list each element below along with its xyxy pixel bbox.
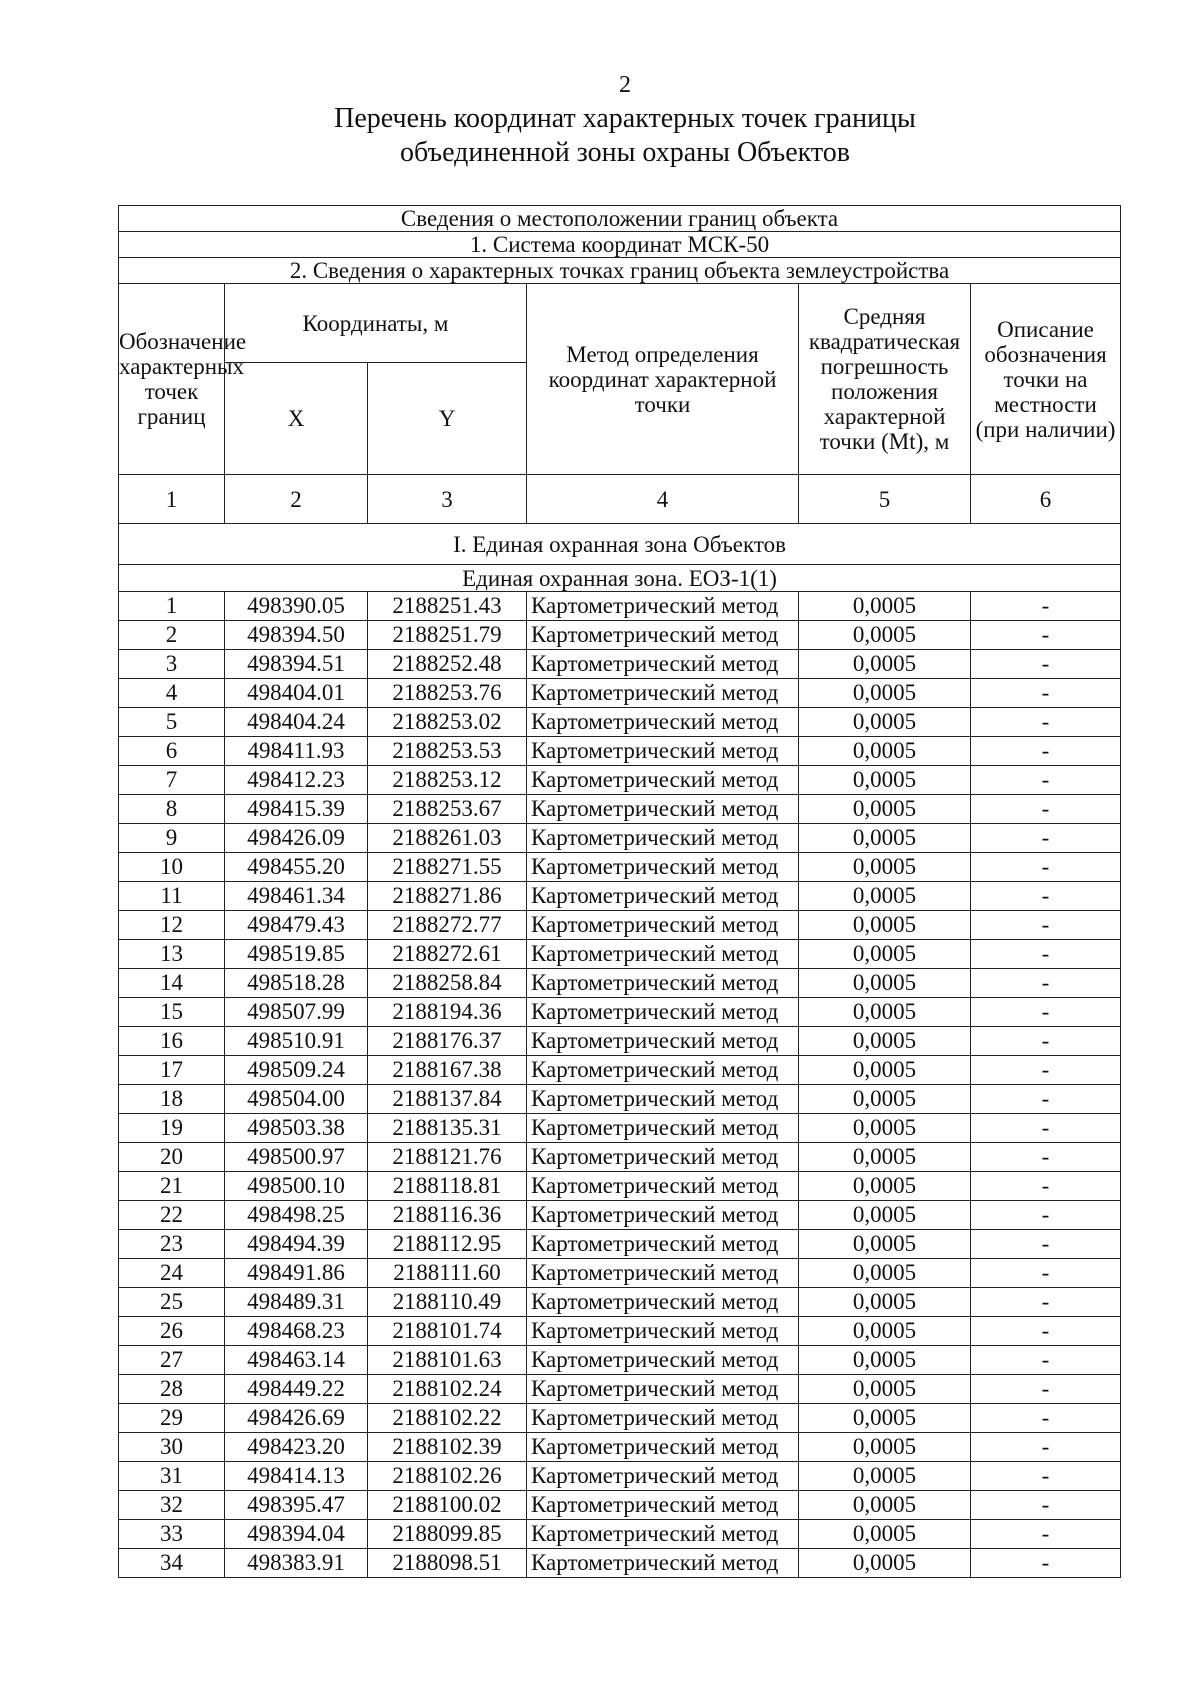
coord-y: 2188271.86 <box>368 882 527 911</box>
point-number: 6 <box>119 737 225 766</box>
error-mt: 0,0005 <box>799 1201 971 1230</box>
description: - <box>971 766 1121 795</box>
error-mt: 0,0005 <box>799 650 971 679</box>
description: - <box>971 1346 1121 1375</box>
coord-x: 498510.91 <box>225 1027 368 1056</box>
description: - <box>971 737 1121 766</box>
points-title: 2. Сведения о характерных точках границ объекта землеустройства <box>119 258 1121 284</box>
method: Картометрический метод <box>527 679 799 708</box>
table-row <box>119 882 1121 911</box>
coord-x: 498494.39 <box>225 1230 368 1259</box>
point-number: 15 <box>119 998 225 1027</box>
header-coordinates: Координаты, м <box>225 284 527 363</box>
table-row <box>119 1491 1121 1520</box>
point-number: 19 <box>119 1114 225 1143</box>
table-row <box>119 1085 1121 1114</box>
coord-y: 2188261.03 <box>368 824 527 853</box>
coord-y: 2188272.61 <box>368 940 527 969</box>
error-mt: 0,0005 <box>799 1114 971 1143</box>
description: - <box>971 940 1121 969</box>
method: Картометрический метод <box>527 1375 799 1404</box>
coord-y: 2188110.49 <box>368 1288 527 1317</box>
coord-x: 498518.28 <box>225 969 368 998</box>
error-mt: 0,0005 <box>799 824 971 853</box>
page-number: 2 <box>619 72 631 98</box>
coord-y: 2188102.24 <box>368 1375 527 1404</box>
description: - <box>971 1085 1121 1114</box>
method: Картометрический метод <box>527 1201 799 1230</box>
coord-y: 2188102.22 <box>368 1404 527 1433</box>
method: Картометрический метод <box>527 1143 799 1172</box>
point-number: 7 <box>119 766 225 795</box>
error-mt: 0,0005 <box>799 1172 971 1201</box>
point-number: 11 <box>119 882 225 911</box>
point-number: 4 <box>119 679 225 708</box>
point-number: 33 <box>119 1520 225 1549</box>
description: - <box>971 1433 1121 1462</box>
table-row <box>119 911 1121 940</box>
coord-y: 2188098.51 <box>368 1549 527 1578</box>
table-row <box>119 1027 1121 1056</box>
point-number: 20 <box>119 1143 225 1172</box>
coord-x: 498463.14 <box>225 1346 368 1375</box>
table-row <box>119 1462 1121 1491</box>
error-mt: 0,0005 <box>799 1404 971 1433</box>
method: Картометрический метод <box>527 1056 799 1085</box>
part-title: I. Единая охранная зона Объектов <box>119 524 1121 565</box>
table-row <box>119 940 1121 969</box>
column-number: 2 <box>225 475 368 524</box>
coord-x: 498423.20 <box>225 1433 368 1462</box>
description: - <box>971 1259 1121 1288</box>
column-number: 5 <box>799 475 971 524</box>
header-y: Y <box>368 363 527 475</box>
column-number: 1 <box>119 475 225 524</box>
point-number: 27 <box>119 1346 225 1375</box>
coord-y: 2188272.77 <box>368 911 527 940</box>
error-mt: 0,0005 <box>799 1317 971 1346</box>
error-mt: 0,0005 <box>799 679 971 708</box>
coord-y: 2188253.53 <box>368 737 527 766</box>
coord-x: 498411.93 <box>225 737 368 766</box>
column-number: 3 <box>368 475 527 524</box>
table-row <box>119 853 1121 882</box>
description: - <box>971 1230 1121 1259</box>
table-row <box>119 1404 1121 1433</box>
coord-y: 2188135.31 <box>368 1114 527 1143</box>
method: Картометрический метод <box>527 1230 799 1259</box>
description: - <box>971 1317 1121 1346</box>
point-number: 21 <box>119 1172 225 1201</box>
method: Картометрический метод <box>527 650 799 679</box>
coord-y: 2188101.74 <box>368 1317 527 1346</box>
coord-x: 498455.20 <box>225 853 368 882</box>
coord-x: 498479.43 <box>225 911 368 940</box>
method: Картометрический метод <box>527 1317 799 1346</box>
table-row <box>119 1375 1121 1404</box>
error-mt: 0,0005 <box>799 1520 971 1549</box>
table-row <box>119 1520 1121 1549</box>
coord-x: 498404.24 <box>225 708 368 737</box>
error-mt: 0,0005 <box>799 853 971 882</box>
table-row <box>119 1056 1121 1085</box>
error-mt: 0,0005 <box>799 998 971 1027</box>
column-number: 4 <box>527 475 799 524</box>
table-row <box>119 679 1121 708</box>
description: - <box>971 1288 1121 1317</box>
table-row <box>119 1288 1121 1317</box>
coord-y: 2188099.85 <box>368 1520 527 1549</box>
coord-x: 498426.69 <box>225 1404 368 1433</box>
coord-y: 2188253.02 <box>368 708 527 737</box>
description: - <box>971 1143 1121 1172</box>
coord-y: 2188251.79 <box>368 621 527 650</box>
column-number: 6 <box>971 475 1121 524</box>
point-number: 18 <box>119 1085 225 1114</box>
header-method: Метод определения координат характерной точки <box>527 284 799 475</box>
method: Картометрический метод <box>527 1520 799 1549</box>
error-mt: 0,0005 <box>799 708 971 737</box>
error-mt: 0,0005 <box>799 1230 971 1259</box>
method: Картометрический метод <box>527 621 799 650</box>
coord-y: 2188137.84 <box>368 1085 527 1114</box>
method: Картометрический метод <box>527 824 799 853</box>
coord-y: 2188252.48 <box>368 650 527 679</box>
description: - <box>971 1375 1121 1404</box>
coord-y: 2188271.55 <box>368 853 527 882</box>
coord-x: 498449.22 <box>225 1375 368 1404</box>
point-number: 29 <box>119 1404 225 1433</box>
description: - <box>971 1056 1121 1085</box>
point-number: 9 <box>119 824 225 853</box>
error-mt: 0,0005 <box>799 795 971 824</box>
zone-title: Единая охранная зона. ЕОЗ-1(1) <box>119 565 1121 592</box>
table-row <box>119 1230 1121 1259</box>
coord-x: 498500.97 <box>225 1143 368 1172</box>
coord-x: 498509.24 <box>225 1056 368 1085</box>
table-row <box>119 998 1121 1027</box>
table-row <box>119 1114 1121 1143</box>
error-mt: 0,0005 <box>799 737 971 766</box>
method: Картометрический метод <box>527 1433 799 1462</box>
description: - <box>971 824 1121 853</box>
point-number: 17 <box>119 1056 225 1085</box>
point-number: 23 <box>119 1230 225 1259</box>
coord-x: 498468.23 <box>225 1317 368 1346</box>
coord-y: 2188167.38 <box>368 1056 527 1085</box>
table-row <box>119 592 1121 621</box>
error-mt: 0,0005 <box>799 1259 971 1288</box>
coord-y: 2188102.26 <box>368 1462 527 1491</box>
point-number: 16 <box>119 1027 225 1056</box>
point-number: 14 <box>119 969 225 998</box>
point-number: 25 <box>119 1288 225 1317</box>
coord-x: 498394.50 <box>225 621 368 650</box>
description: - <box>971 1491 1121 1520</box>
error-mt: 0,0005 <box>799 1491 971 1520</box>
description: - <box>971 1172 1121 1201</box>
document-title <box>0 102 1200 170</box>
table-row <box>119 737 1121 766</box>
description: - <box>971 998 1121 1027</box>
table-row <box>119 621 1121 650</box>
coord-y: 2188121.76 <box>368 1143 527 1172</box>
point-number: 5 <box>119 708 225 737</box>
method: Картометрический метод <box>527 1549 799 1578</box>
method: Картометрический метод <box>527 766 799 795</box>
table-row <box>119 1172 1121 1201</box>
coord-x: 498426.09 <box>225 824 368 853</box>
point-number: 8 <box>119 795 225 824</box>
header-error: Средняя квадратическая погрешность положения характерной точки (Mt), м <box>799 284 971 475</box>
coord-y: 2188194.36 <box>368 998 527 1027</box>
point-number: 12 <box>119 911 225 940</box>
description: - <box>971 1404 1121 1433</box>
description: - <box>971 1201 1121 1230</box>
coord-y: 2188116.36 <box>368 1201 527 1230</box>
description: - <box>971 621 1121 650</box>
coord-x: 498489.31 <box>225 1288 368 1317</box>
table-row <box>119 824 1121 853</box>
description: - <box>971 1520 1121 1549</box>
header-description: Описание обозначения точки на местности (при наличии) <box>971 284 1121 475</box>
error-mt: 0,0005 <box>799 1433 971 1462</box>
description: - <box>971 795 1121 824</box>
table-row <box>119 1317 1121 1346</box>
method: Картометрический метод <box>527 1172 799 1201</box>
method: Картометрический метод <box>527 795 799 824</box>
point-number: 30 <box>119 1433 225 1462</box>
method: Картометрический метод <box>527 882 799 911</box>
point-number: 34 <box>119 1549 225 1578</box>
coord-x: 498383.91 <box>225 1549 368 1578</box>
error-mt: 0,0005 <box>799 1056 971 1085</box>
header-point-designation: Обозначение характерных точек границ <box>119 284 225 475</box>
method: Картометрический метод <box>527 708 799 737</box>
description: - <box>971 853 1121 882</box>
coord-x: 498414.13 <box>225 1462 368 1491</box>
coord-y: 2188112.95 <box>368 1230 527 1259</box>
error-mt: 0,0005 <box>799 911 971 940</box>
title-line-2: объединенной зоны охраны Объектов <box>400 137 850 168</box>
table-row <box>119 1346 1121 1375</box>
table-row <box>119 969 1121 998</box>
description: - <box>971 1549 1121 1578</box>
description: - <box>971 650 1121 679</box>
coord-x: 498504.00 <box>225 1085 368 1114</box>
coord-x: 498415.39 <box>225 795 368 824</box>
table-row <box>119 766 1121 795</box>
method: Картометрический метод <box>527 1491 799 1520</box>
point-number: 1 <box>119 592 225 621</box>
point-number: 2 <box>119 621 225 650</box>
point-number: 10 <box>119 853 225 882</box>
coord-x: 498519.85 <box>225 940 368 969</box>
description: - <box>971 592 1121 621</box>
point-number: 13 <box>119 940 225 969</box>
header-x: X <box>225 363 368 475</box>
title-line-1: Перечень координат характерных точек границы <box>334 103 916 134</box>
method: Картометрический метод <box>527 969 799 998</box>
error-mt: 0,0005 <box>799 1462 971 1491</box>
table-row <box>119 708 1121 737</box>
coord-y: 2188258.84 <box>368 969 527 998</box>
point-number: 28 <box>119 1375 225 1404</box>
error-mt: 0,0005 <box>799 766 971 795</box>
point-number: 24 <box>119 1259 225 1288</box>
description: - <box>971 882 1121 911</box>
error-mt: 0,0005 <box>799 940 971 969</box>
method: Картометрический метод <box>527 1114 799 1143</box>
error-mt: 0,0005 <box>799 1143 971 1172</box>
coord-x: 498412.23 <box>225 766 368 795</box>
coord-y: 2188102.39 <box>368 1433 527 1462</box>
coord-system: 1. Система координат МСК-50 <box>119 232 1121 258</box>
error-mt: 0,0005 <box>799 969 971 998</box>
coord-x: 498461.34 <box>225 882 368 911</box>
error-mt: 0,0005 <box>799 1085 971 1114</box>
method: Картометрический метод <box>527 1462 799 1491</box>
section-title: Сведения о местоположении границ объекта <box>119 206 1121 232</box>
coordinates-table <box>118 205 1121 1578</box>
point-number: 31 <box>119 1462 225 1491</box>
method: Картометрический метод <box>527 1259 799 1288</box>
method: Картометрический метод <box>527 1288 799 1317</box>
description: - <box>971 1114 1121 1143</box>
error-mt: 0,0005 <box>799 882 971 911</box>
method: Картометрический метод <box>527 940 799 969</box>
point-number: 32 <box>119 1491 225 1520</box>
error-mt: 0,0005 <box>799 1549 971 1578</box>
description: - <box>971 911 1121 940</box>
description: - <box>971 679 1121 708</box>
error-mt: 0,0005 <box>799 1027 971 1056</box>
coord-x: 498491.86 <box>225 1259 368 1288</box>
coord-y: 2188251.43 <box>368 592 527 621</box>
coord-x: 498394.04 <box>225 1520 368 1549</box>
method: Картометрический метод <box>527 1404 799 1433</box>
coord-x: 498395.47 <box>225 1491 368 1520</box>
point-number: 3 <box>119 650 225 679</box>
coord-x: 498404.01 <box>225 679 368 708</box>
method: Картометрический метод <box>527 737 799 766</box>
coord-y: 2188176.37 <box>368 1027 527 1056</box>
method: Картометрический метод <box>527 853 799 882</box>
description: - <box>971 1462 1121 1491</box>
table-row <box>119 1433 1121 1462</box>
coord-y: 2188253.12 <box>368 766 527 795</box>
error-mt: 0,0005 <box>799 1375 971 1404</box>
description: - <box>971 969 1121 998</box>
point-number: 26 <box>119 1317 225 1346</box>
coord-y: 2188253.76 <box>368 679 527 708</box>
table-row <box>119 795 1121 824</box>
error-mt: 0,0005 <box>799 592 971 621</box>
coord-x: 498498.25 <box>225 1201 368 1230</box>
method: Картометрический метод <box>527 1027 799 1056</box>
description: - <box>971 708 1121 737</box>
coord-x: 498507.99 <box>225 998 368 1027</box>
error-mt: 0,0005 <box>799 1288 971 1317</box>
coord-y: 2188118.81 <box>368 1172 527 1201</box>
table-row <box>119 1143 1121 1172</box>
table-row <box>119 1259 1121 1288</box>
table-row <box>119 1549 1121 1578</box>
coord-y: 2188111.60 <box>368 1259 527 1288</box>
method: Картометрический метод <box>527 998 799 1027</box>
point-number: 22 <box>119 1201 225 1230</box>
error-mt: 0,0005 <box>799 1346 971 1375</box>
table-row <box>119 1201 1121 1230</box>
coord-x: 498500.10 <box>225 1172 368 1201</box>
coord-y: 2188100.02 <box>368 1491 527 1520</box>
coord-y: 2188101.63 <box>368 1346 527 1375</box>
error-mt: 0,0005 <box>799 621 971 650</box>
method: Картометрический метод <box>527 1346 799 1375</box>
coord-x: 498394.51 <box>225 650 368 679</box>
method: Картометрический метод <box>527 911 799 940</box>
coord-x: 498390.05 <box>225 592 368 621</box>
coord-x: 498503.38 <box>225 1114 368 1143</box>
method: Картометрический метод <box>527 592 799 621</box>
table-row <box>119 650 1121 679</box>
method: Картометрический метод <box>527 1085 799 1114</box>
description: - <box>971 1027 1121 1056</box>
coord-y: 2188253.67 <box>368 795 527 824</box>
